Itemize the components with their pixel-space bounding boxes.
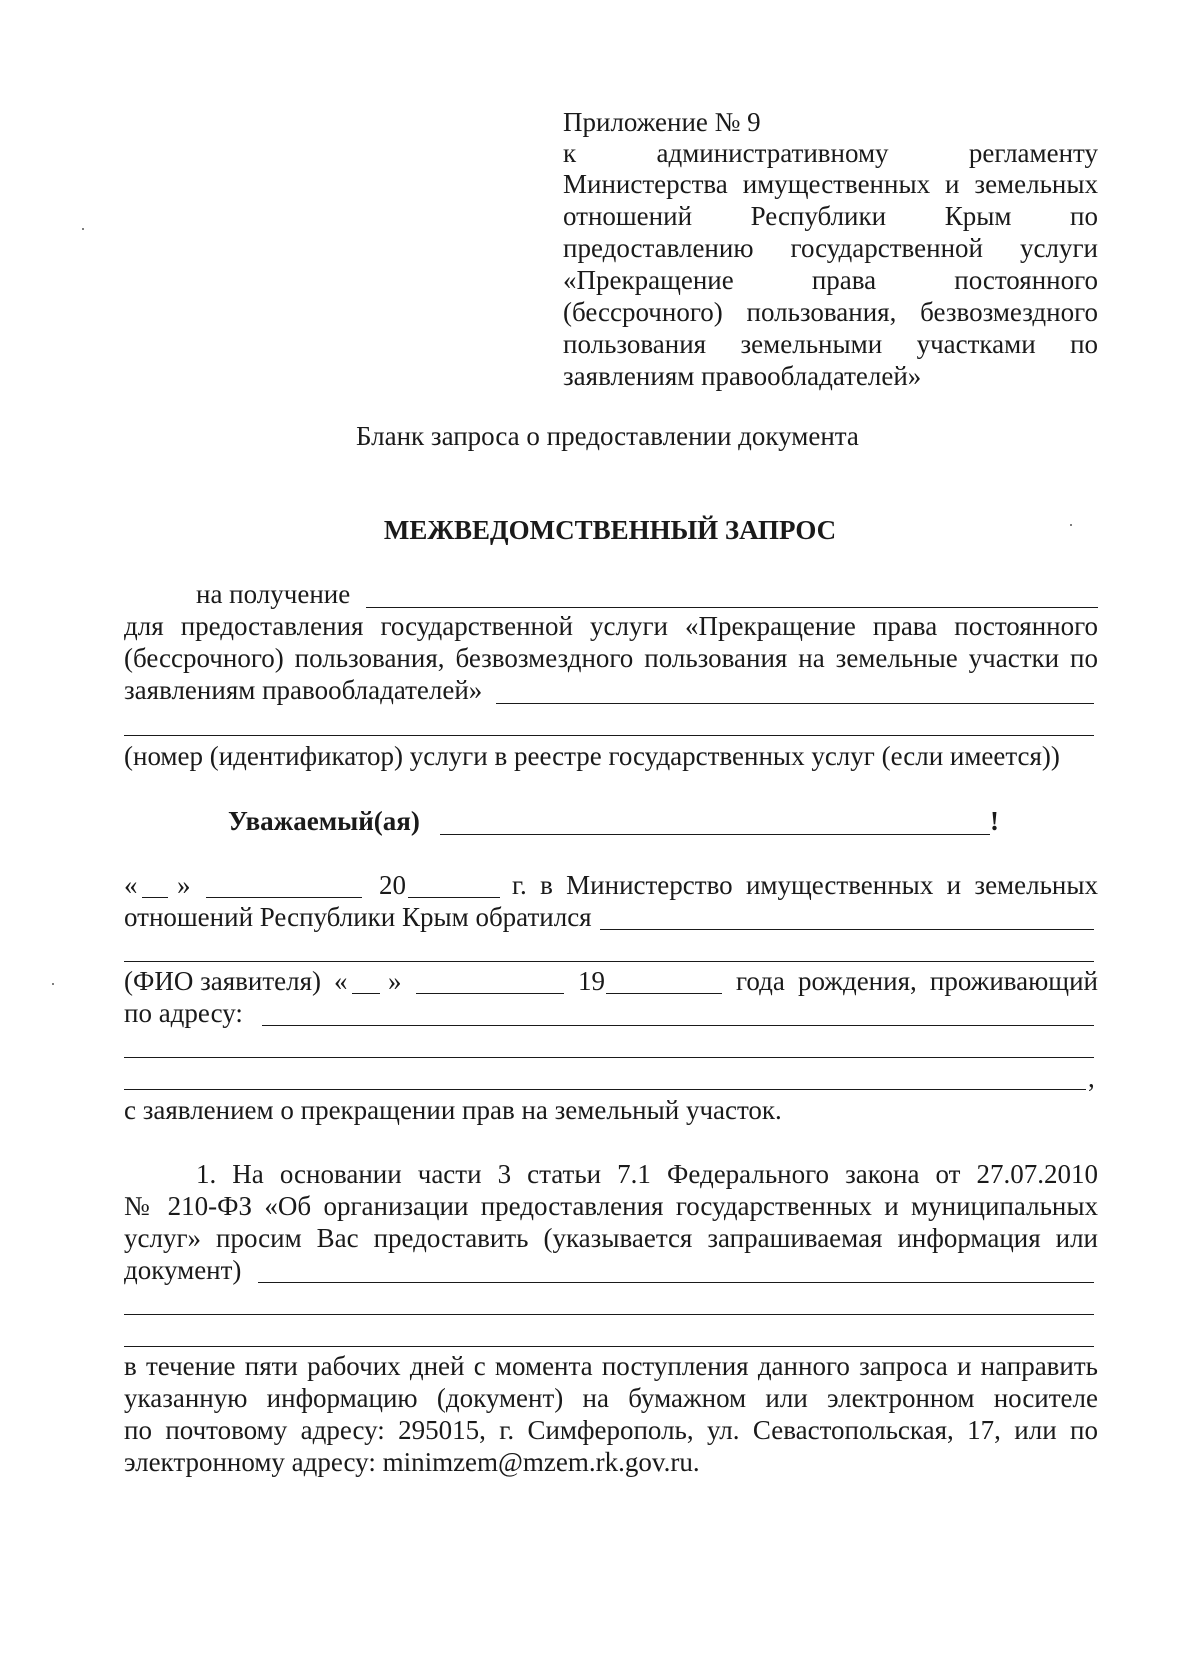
appendix-word: предоставлению	[563, 233, 754, 263]
requested-info-blank-3[interactable]	[124, 1346, 1094, 1347]
appendix-word: пользования	[563, 329, 707, 359]
appendix-word: по	[1070, 329, 1099, 359]
appendix-word: регламенту	[968, 138, 1098, 168]
appendix-word: Крым	[944, 201, 1012, 231]
paragraph-1-line-4: документ)	[124, 1255, 242, 1285]
address-blank-2[interactable]	[124, 1057, 1094, 1058]
birth-quote-open: «	[334, 966, 348, 996]
appendix-word: «Прекращение	[563, 265, 734, 295]
address-blank-1[interactable]	[262, 1025, 1094, 1026]
paragraph-1-line-3: услуг» просим Вас предоставить (указывается запрашиваемая информация или	[124, 1223, 1098, 1253]
appendix-title: Приложение № 9	[563, 107, 761, 137]
applicant-line-1-rest: г. в Министерство имущественных и земельных	[512, 870, 1098, 900]
appendix-word: пользования,	[746, 297, 897, 327]
scan-speck	[1070, 524, 1072, 526]
request-line-1: для предоставления государственной услуги «Прекращение права постоянного	[124, 611, 1098, 641]
request-line-2: (бессрочного) пользования, безвозмездного пользования на земельные участки по	[124, 643, 1098, 673]
appendix-word: к	[563, 138, 577, 168]
scan-speck	[82, 228, 84, 230]
applicant-statement: с заявлением о прекращении прав на земельный участок.	[124, 1095, 782, 1125]
appendix-line-4	[563, 232, 1098, 264]
appendix-line-5	[563, 264, 1098, 296]
appendix-word: Министерства	[563, 169, 728, 199]
address-blank-3[interactable]	[124, 1089, 1086, 1090]
request-blank-line-1[interactable]	[496, 703, 1094, 704]
receipt-label: на получение	[196, 579, 351, 609]
appendix-line-1	[563, 137, 1098, 169]
appendix-word: участками	[916, 329, 1036, 359]
appendix-last-line: заявлениям правообладателей»	[563, 361, 922, 391]
request-blank-line-2[interactable]	[124, 735, 1094, 736]
birth-year-prefix: 19	[578, 966, 605, 996]
appendix-word: земельных	[974, 169, 1099, 199]
appendix-word: безвозмездного	[920, 297, 1099, 327]
appendix-line-3	[563, 200, 1098, 232]
fio-label: (ФИО заявителя)	[124, 966, 322, 996]
appendix-word: государственной	[790, 233, 983, 263]
appendix-line-6	[563, 296, 1098, 328]
date-year-blank[interactable]	[408, 897, 500, 898]
appendix-word: услуги	[1020, 233, 1098, 263]
appendix-line-7	[563, 328, 1098, 360]
paragraph-1-line-1: 1. На основании части 3 статьи 7.1 Федерального закона от 27.07.2010	[196, 1159, 1098, 1189]
birth-quote-close: »	[388, 966, 402, 996]
closing-line-3: по почтовому адресу: 295015, г. Симферополь, ул. Севастопольская, 17, или по	[124, 1415, 1098, 1445]
applicant-name-blank-2[interactable]	[124, 961, 1094, 962]
request-line-3: заявлениям правообладателей»	[124, 675, 483, 705]
appendix-word: (бессрочного)	[563, 297, 723, 327]
greeting-blank-line[interactable]	[440, 834, 990, 835]
applicant-name-blank-1[interactable]	[600, 929, 1094, 930]
appendix-word: земельными	[740, 329, 883, 359]
closing-line-4: электронному адресу: minimzem@mzem.rk.gov.ru.	[124, 1447, 700, 1477]
date-quote-open: «	[124, 870, 138, 900]
scan-speck	[52, 983, 54, 985]
greeting-end: !	[990, 806, 999, 836]
address-comma: ,	[1088, 1063, 1095, 1093]
birth-month-blank[interactable]	[416, 993, 564, 994]
requested-info-blank-2[interactable]	[124, 1314, 1094, 1315]
requested-info-blank-1[interactable]	[258, 1282, 1094, 1283]
date-month-blank[interactable]	[206, 897, 362, 898]
paragraph-1-line-2: № 210-ФЗ «Об организации предоставления государственных и муниципальных	[124, 1191, 1098, 1221]
service-id-note: (номер (идентификатор) услуги в реестре государственных услуг (если имеется))	[124, 741, 1060, 771]
appendix-word: имущественных	[742, 169, 931, 199]
greeting-label: Уважаемый(ая)	[228, 806, 420, 836]
main-title: МЕЖВЕДОМСТВЕННЫЙ ЗАПРОС	[383, 515, 837, 545]
appendix-word: административному	[656, 138, 889, 168]
receipt-blank-line[interactable]	[366, 607, 1098, 608]
closing-line-1: в течение пяти рабочих дней с момента поступления данного запроса и направить	[124, 1351, 1098, 1381]
address-label: по адресу:	[124, 998, 243, 1028]
appendix-word: постоянного	[954, 265, 1099, 295]
appendix-word: по	[1070, 201, 1098, 231]
birth-day-blank[interactable]	[352, 993, 380, 994]
birth-rest: года рождения, проживающий	[736, 966, 1098, 996]
applicant-line-2: отношений Республики Крым обратился	[124, 902, 592, 932]
appendix-word: и	[945, 169, 960, 199]
date-day-blank[interactable]	[142, 897, 168, 898]
appendix-word: отношений	[563, 201, 693, 231]
birth-year-blank[interactable]	[606, 993, 722, 994]
appendix-word: права	[811, 265, 877, 295]
appendix-word: Республики	[750, 201, 887, 231]
form-caption: Бланк запроса о предоставлении документа	[356, 421, 859, 451]
date-year-prefix: 20	[379, 870, 406, 900]
date-quote-close: »	[177, 870, 191, 900]
appendix-line-2	[563, 168, 1098, 200]
closing-line-2: указанную информацию (документ) на бумажном или электронном носителе	[124, 1383, 1098, 1413]
